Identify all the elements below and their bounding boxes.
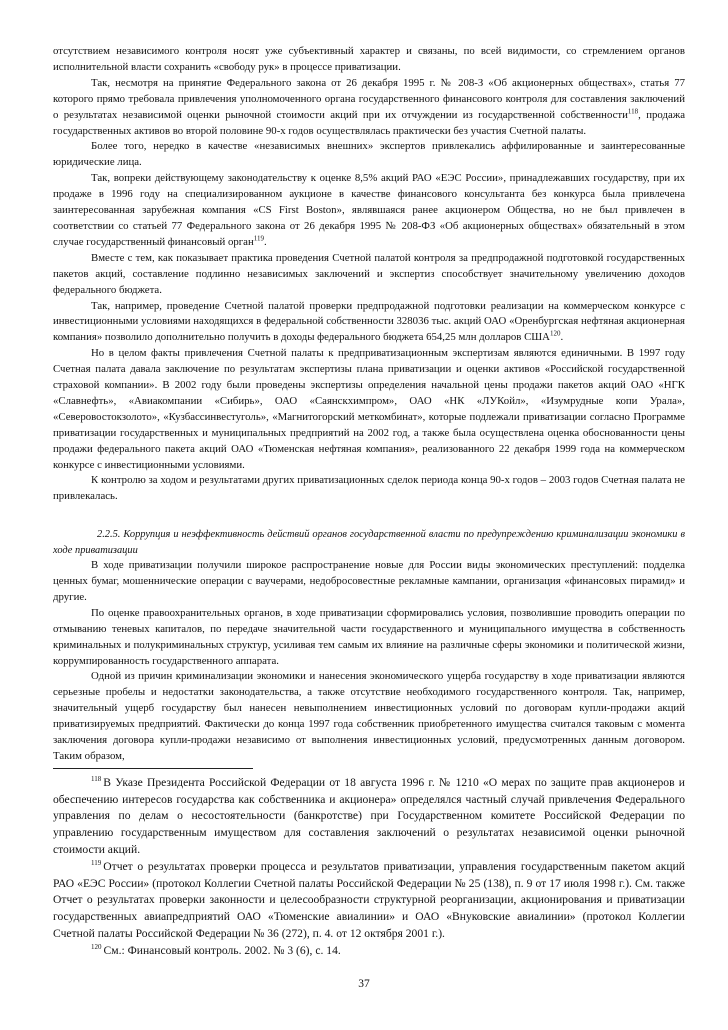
- paragraph-text: По оценке правоохранительных органов, в ходе приватизации сформировались условия, позволившие проводить операции по отмыванию теневых капиталов, по передаче значительной части государственного и муниципального имущества в собственность криминальных и полукриминальных структур, усиливая тем самым их влияние на различные сферы экономики и политической жизни, коррумпированность государственного аппарата.: [53, 606, 685, 667]
- footnote-ref: 118: [627, 107, 639, 116]
- footnote-number: 119: [91, 859, 102, 867]
- paragraph: [53, 473, 685, 505]
- footnote-number: 120: [91, 942, 102, 951]
- footnote: [53, 775, 685, 859]
- paragraph: [53, 606, 685, 670]
- footnotes-block: [53, 775, 685, 960]
- paragraph: [53, 139, 685, 171]
- paragraph-text: В ходе приватизации получили широкое распространение новые для России виды экономических преступлений: подделка ценных бумаг, мошеннические операции с ваучерами, недобросовестные рекламные кампании, организация «финансовых пирамид» и другие.: [53, 559, 685, 603]
- paragraph: [53, 299, 685, 347]
- section-text-block: [53, 558, 685, 765]
- main-text-block: [53, 44, 685, 505]
- footnote-number: 118: [91, 775, 102, 784]
- footnote: [53, 859, 685, 943]
- footnote: [53, 943, 685, 960]
- footnote-text: В Указе Президента Российской Федерации от 18 августа 1996 г. № 1210 «О мерах по защите прав акционеров и обеспечению интересов государства как собственника и акционера» определялся частный случай привлечения Федерального управления по делам о несостоятельности (банкротстве) при Государственном комитете Российской Федерации по управлению государственным имуществом для составления заключений о результатах независимой оценки рыночной стоимости акций.: [53, 775, 685, 857]
- paragraph: [53, 669, 685, 764]
- paragraph: [53, 76, 685, 140]
- paragraph-text: Так, например, проведение Счетной палатой проверки предпродажной подготовки реализации на коммерческом конкурсе с инвестиционными условиями находящихся в федеральной собственности 328036 тыс. акций ОАО «Оренбургская нефтяная акционерная компания» позволило дополнительно получить в доходы федерального бюджета 654,25 млн долларов США: [53, 299, 685, 344]
- footnote-text: Отчет о результатах проверки процесса и результатов приватизации, управления государственным пакетом акций РАО «ЕЭС России» (протокол Коллегии Счетной палаты Российской Федерации № 25 (138), п. 9 от 17 июля 1998 г.). См. также Отчет о результатах проверки законности и целесообразности структурной реорганизации, акционирования и приватизации государственных авиапредприятий ОАО «Тюменские авиалинии» и ОАО «Внуковские авиалинии» (протокол Коллегии Счетной палаты Российской Федерации № 36 (272), п. 4. от 12 октября 2001 г.).: [53, 859, 685, 941]
- paragraph-text: отсутствием независимого контроля носят уже субъективный характер и связаны, по всей видимости, со стремлением органов исполнительной власти сохранить «свободу рук» в процессе приватизации.: [53, 45, 685, 73]
- paragraph-text: Так, вопреки действующему законодательству к оценке 8,5% акций РАО «ЕЭС России», принадлежавших государству, при их продаже в 1996 году на специализированном аукционе в качестве финансового консультанта без конкурса была привлечена заинтересованная зарубежная компания «CS First Boston», являвшаяся ранее акционером Общества, но не был привлечен в соответствии со статьей 77 Федерального закона от 26 декабря 1995 № 208-ФЗ «Об акционерных обществах» обязательный в этом случае государственный финансовый орган: [53, 172, 685, 248]
- paragraph-text: Но в целом факты привлечения Счетной палаты к предприватизационным экспертизам являются единичными. В 1997 году Счетная палата давала заключение по результатам экспертизы плана приватизации и оценки активов «Российской государственной страховой компании». В 2002 году были проведены экспертизы определения начальной цены продажи пакетов акций ОАО «НГК «Славнефть», «Авиакомпании «Сибирь», ОАО «Саянскхимпром», ОАО «НК «ЛУКойл», «Изумрудные копи Урала», «Северовостокзолото», «Кузбассинвестуголь», «Магнитогорский меткомбинат», которые подлежали приватизации согласно Программе приватизации государственных и муниципальных предприятий на 2002 год, а также была осуществлена оценка обоснованности цены продажи федерального пакета акций ОАО «Тюменская нефтяная компания», реализованного 22 декабря 1999 года на коммерческом конкурсе с инвестиционными условиями.: [53, 347, 685, 471]
- paragraph-text: Одной из причин криминализации экономики и нанесения экономического ущерба государству в ходе приватизации являются серьезные пробелы и недостатки законодательства, а также отсутствие необходимого государственного контроля. Так, например, значительный ущерб государству был нанесен невыполнением инвестиционных условий по договорам купли-продажи акций приватизируемых предприятий. Фактически до конца 1997 года собственник приобретенного имущества считался таковым с момента заключения договора купли-продажи независимо от выполнения инвестиционных условий, предусмотренных данным договором. Таким образом,: [53, 670, 685, 762]
- paragraph-text: Так, несмотря на принятие Федерального закона от 26 декабря 1995 г. № 208-З «Об акционерных обществах», статья 77 которого прямо требовала привлечения уполномоченного органа государственного финансового контроля для составления заключений о результатах независимой оценки рыночной стоимости акций при их отчуждении из государственной собственности: [53, 76, 685, 121]
- paragraph-text: К контролю за ходом и результатами других приватизационных сделок периода конца 90-х годов – 2003 годов Счетная палата не привлекалась.: [53, 474, 685, 503]
- paragraph: [53, 558, 685, 606]
- footnote-separator: [53, 768, 253, 769]
- footnote-ref: 119: [253, 234, 264, 243]
- paragraph-text: .: [560, 331, 564, 344]
- paragraph-text: , продажа государственных активов во второй половине 90-х годов осуществлялась практически без участия Счетной палаты.: [53, 108, 685, 137]
- paragraph-text: Более того, нередко в качестве «независимых внешних» экспертов привлекались аффилированные и заинтересованные юридические лица.: [53, 140, 685, 169]
- paragraph-text: Вместе с тем, как показывает практика проведения Счетной палатой контроля за предпродажной подготовкой государственных пакетов акций, составление подлинно независимых заключений и экспертиз способствует значительному увеличению доходов федерального бюджета.: [53, 251, 685, 296]
- footnote-ref: 120: [549, 329, 561, 338]
- paragraph-text: .: [263, 235, 267, 248]
- page-number: 37: [358, 978, 370, 990]
- paragraph: [53, 171, 685, 251]
- paragraph: [53, 251, 685, 299]
- footnote-text: См.: Финансовый контроль. 2002. № 3 (6), с. 14.: [103, 943, 341, 957]
- paragraph: [53, 346, 685, 473]
- page-body: [53, 44, 685, 960]
- section-heading: 2.2.5. Коррупция и неэффективность действий органов государственной власти по предупреждению криминализации экономики в ходе приватизации: [53, 529, 685, 556]
- paragraph: [53, 44, 685, 76]
